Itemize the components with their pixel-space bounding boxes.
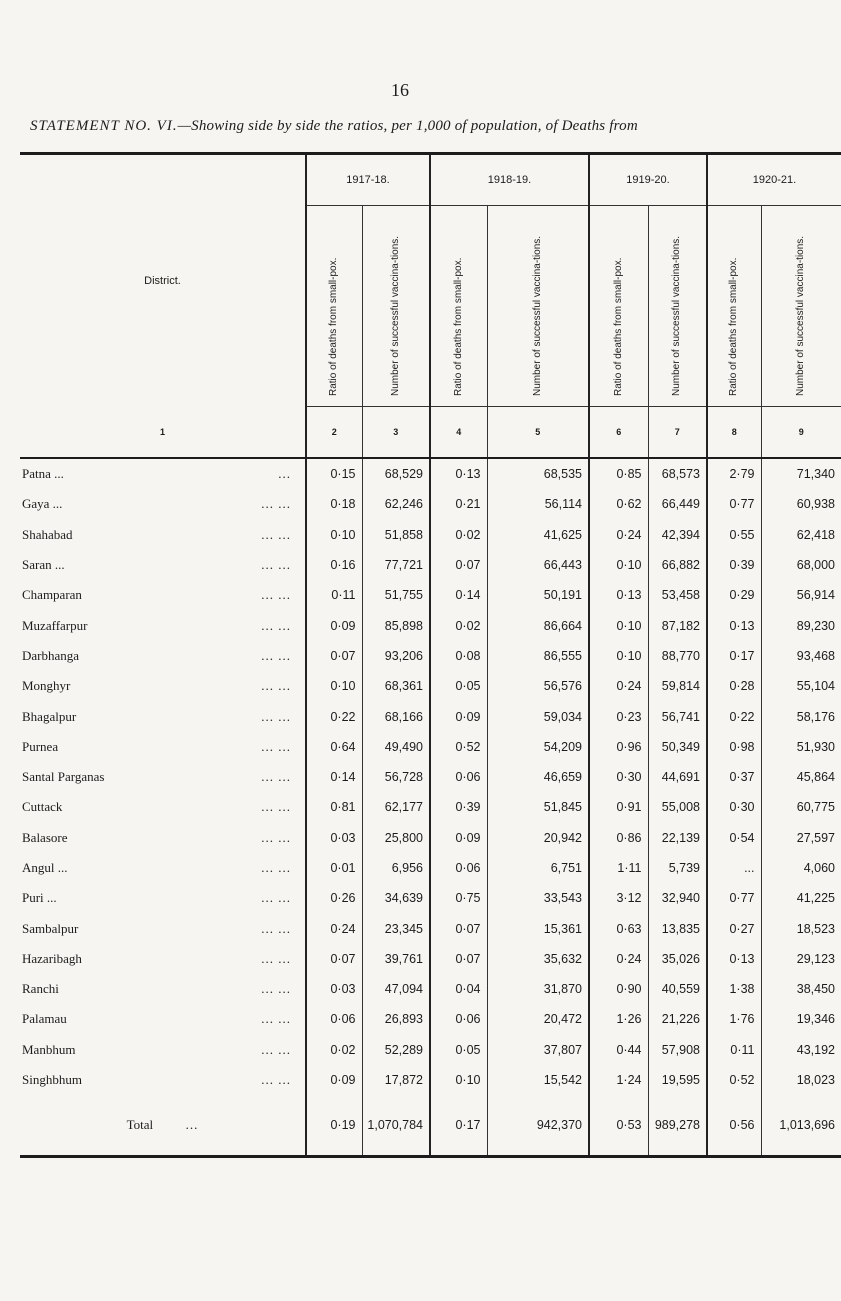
total-cell: 989,278 (648, 1095, 707, 1157)
district-name: Palamau (22, 1011, 67, 1027)
table-cell: 0·39 (430, 792, 487, 822)
table-cell: 1·11 (589, 853, 648, 883)
table-cell: 56,114 (487, 489, 589, 519)
table-cell: 0·09 (430, 701, 487, 731)
leader-dots: ... (278, 466, 291, 482)
district-name: Muzaffarpur (22, 617, 88, 633)
district-name: Sambalpur (22, 920, 79, 936)
table-cell: 20,472 (487, 1004, 589, 1034)
district-name: Angul ... (22, 860, 68, 875)
table-cell: 58,176 (761, 701, 841, 731)
table-cell: 0·30 (589, 762, 648, 792)
table-cell: 0·06 (306, 1004, 362, 1034)
total-cell: 0·19 (306, 1095, 362, 1157)
district-name: Santal Parganas (22, 769, 105, 785)
table-cell: 0·03 (306, 823, 362, 853)
district-name: Shahabad (22, 526, 73, 542)
table-cell: 0·13 (430, 458, 487, 489)
table-cell: 40,559 (648, 974, 707, 1004)
table-cell: 51,858 (362, 520, 430, 550)
table-cell: 0·06 (430, 853, 487, 883)
table-cell: 1·38 (707, 974, 761, 1004)
table-cell: 45,864 (761, 762, 841, 792)
table-cell: 66,443 (487, 550, 589, 580)
table-cell: 0·26 (306, 883, 362, 913)
year-header: 1917-18. (306, 155, 430, 206)
year-header: 1920-21. (707, 155, 841, 206)
district-header: District. (144, 274, 181, 287)
year-header-row (20, 155, 841, 206)
table-cell: 38,450 (761, 974, 841, 1004)
district-name: Bhagalpur (22, 708, 77, 724)
column-header: Ratio of deaths from small-pox. (328, 257, 340, 396)
table-cell: 0·09 (306, 1065, 362, 1095)
table-cell: 0·16 (306, 550, 362, 580)
table-cell: 0·03 (306, 974, 362, 1004)
table-cell: 0·02 (430, 520, 487, 550)
table-cell: 62,246 (362, 489, 430, 519)
table-row (20, 580, 841, 610)
table-cell: 52,289 (362, 1035, 430, 1065)
column-header: Number of successful vaccina-tions. (795, 235, 807, 396)
table-cell: 68,361 (362, 671, 430, 701)
table-cell: 0·10 (589, 550, 648, 580)
table-cell: ... (707, 853, 761, 883)
table-cell: 0·30 (707, 792, 761, 822)
table-cell: 18,023 (761, 1065, 841, 1095)
table-cell: 0·07 (306, 944, 362, 974)
column-number: 9 (761, 407, 841, 459)
table-row (20, 913, 841, 943)
district-name: Puri ... (22, 890, 57, 906)
table-cell: 0·04 (430, 974, 487, 1004)
table-cell: 1·26 (589, 1004, 648, 1034)
leader-dots: ... ... (261, 678, 291, 694)
table-cell: 0·17 (707, 641, 761, 671)
table-row (20, 550, 841, 580)
column-number: 3 (362, 407, 430, 459)
district-name: Purnea (22, 738, 59, 754)
table-cell: 0·11 (306, 580, 362, 610)
table-row (20, 671, 841, 701)
table-cell: 0·54 (707, 823, 761, 853)
leader-dots: ... ... (261, 890, 291, 906)
table-cell: 66,449 (648, 489, 707, 519)
column-number: 4 (430, 407, 487, 459)
table-cell: 42,394 (648, 520, 707, 550)
leader-dots: ... ... (261, 829, 291, 845)
table-cell: 53,458 (648, 580, 707, 610)
table-cell: 0·10 (306, 671, 362, 701)
leader-dots: ... ... (261, 1011, 291, 1027)
total-cell: 0·53 (589, 1095, 648, 1157)
table-cell: 77,721 (362, 550, 430, 580)
table-cell: 0·06 (430, 1004, 487, 1034)
table-cell: 6,751 (487, 853, 589, 883)
leader-dots: ... ... (261, 617, 291, 633)
table-cell: 0·90 (589, 974, 648, 1004)
table-cell: 0·05 (430, 1035, 487, 1065)
table-cell: 0·86 (589, 823, 648, 853)
leader-dots: ... ... (261, 981, 291, 997)
total-cell: 942,370 (487, 1095, 589, 1157)
leader-dots: ... ... (261, 950, 291, 966)
table-cell: 93,206 (362, 641, 430, 671)
table-cell: 93,468 (761, 641, 841, 671)
table-cell: 0·55 (707, 520, 761, 550)
table-row (20, 610, 841, 640)
page-number: 16 (391, 80, 409, 100)
table-cell: 0·24 (589, 520, 648, 550)
table-cell: 0·06 (430, 762, 487, 792)
table-cell: 0·14 (430, 580, 487, 610)
table-cell: 0·10 (430, 1065, 487, 1095)
table-cell: 17,872 (362, 1065, 430, 1095)
table-cell: 68,535 (487, 458, 589, 489)
table-row (20, 489, 841, 519)
district-name: Patna ... (22, 466, 64, 482)
table-cell: 18,523 (761, 913, 841, 943)
table-cell: 50,349 (648, 732, 707, 762)
total-cell: 1,070,784 (362, 1095, 430, 1157)
table-cell: 20,942 (487, 823, 589, 853)
table-cell: 0·07 (306, 641, 362, 671)
table-cell: 43,192 (761, 1035, 841, 1065)
leader-dots: ... ... (261, 860, 291, 875)
statement-number: STATEMENT NO. VI. (30, 118, 178, 134)
district-name: Ranchi (22, 981, 59, 997)
table-cell: 44,691 (648, 762, 707, 792)
table-cell: 35,632 (487, 944, 589, 974)
column-number-row (20, 407, 841, 459)
table-cell: 68,166 (362, 701, 430, 731)
table-cell: 59,034 (487, 701, 589, 731)
table-cell: 47,094 (362, 974, 430, 1004)
table-cell: 0·02 (306, 1035, 362, 1065)
table-cell: 33,543 (487, 883, 589, 913)
table-cell: 0·52 (707, 1065, 761, 1095)
table-cell: 26,893 (362, 1004, 430, 1034)
table-cell: 0·22 (306, 701, 362, 731)
table-cell: 68,573 (648, 458, 707, 489)
table-cell: 41,225 (761, 883, 841, 913)
leader-dots: ... ... (261, 799, 291, 815)
table-cell: 51,930 (761, 732, 841, 762)
table-cell: 55,008 (648, 792, 707, 822)
district-name: Champaran (22, 587, 82, 603)
table-cell: 0·02 (430, 610, 487, 640)
table-cell: 0·98 (707, 732, 761, 762)
table-cell: 0·09 (306, 610, 362, 640)
table-cell: 27,597 (761, 823, 841, 853)
table-cell: 85,898 (362, 610, 430, 640)
table-cell: 6,956 (362, 853, 430, 883)
table-cell: 25,800 (362, 823, 430, 853)
table-cell: 1·76 (707, 1004, 761, 1034)
table-cell: 0·63 (589, 913, 648, 943)
table-cell: 0·10 (589, 641, 648, 671)
table-cell: 35,026 (648, 944, 707, 974)
table-row (20, 883, 841, 913)
table-cell: 41,625 (487, 520, 589, 550)
column-number: 5 (487, 407, 589, 459)
table-cell: 4,060 (761, 853, 841, 883)
column-header: Ratio of deaths from small-pox. (728, 257, 740, 396)
statement-description: —Showing side by side the ratios, per 1,000 of population, of Deaths from (177, 118, 638, 134)
column-number: 8 (707, 407, 761, 459)
table-cell: 57,908 (648, 1035, 707, 1065)
table-cell: 15,542 (487, 1065, 589, 1095)
table-cell: 68,529 (362, 458, 430, 489)
column-header: Number of successful vaccina-tions. (671, 235, 683, 396)
table-cell: 0·91 (589, 792, 648, 822)
table-cell: 49,490 (362, 732, 430, 762)
table-cell: 0·13 (707, 610, 761, 640)
table-cell: 0·07 (430, 944, 487, 974)
table-row (20, 732, 841, 762)
leader-dots: ... ... (261, 526, 291, 542)
column-number: 2 (306, 407, 362, 459)
table-cell: 0·10 (589, 610, 648, 640)
table-cell: 0·81 (306, 792, 362, 822)
leader-dots: ... (185, 1117, 199, 1133)
district-name: Hazaribagh (22, 950, 82, 966)
column-header: Ratio of deaths from small-pox. (612, 257, 624, 396)
table-cell: 29,123 (761, 944, 841, 974)
district-name: Darbhanga (22, 647, 80, 663)
year-header: 1919-20. (589, 155, 707, 206)
table-cell: 86,555 (487, 641, 589, 671)
table-cell: 0·96 (589, 732, 648, 762)
table-cell: 22,139 (648, 823, 707, 853)
table-row (20, 792, 841, 822)
total-cell: 0·17 (430, 1095, 487, 1157)
table-cell: 0·22 (707, 701, 761, 731)
column-header: Number of successful vaccina-tions. (389, 235, 401, 396)
table-cell: 56,728 (362, 762, 430, 792)
statistics-table (20, 152, 841, 1158)
leader-dots: ... ... (261, 557, 291, 573)
table-cell: 0·37 (707, 762, 761, 792)
table-cell: 0·29 (707, 580, 761, 610)
table-cell: 0·11 (707, 1035, 761, 1065)
table-cell: 62,418 (761, 520, 841, 550)
table-cell: 15,361 (487, 913, 589, 943)
table-row (20, 1004, 841, 1034)
leader-dots: ... ... (261, 496, 291, 512)
district-name: Cuttack (22, 799, 63, 815)
table-cell: 34,639 (362, 883, 430, 913)
table-cell: 3·12 (589, 883, 648, 913)
table-cell: 0·28 (707, 671, 761, 701)
leader-dots: ... ... (261, 920, 291, 936)
table-cell: 86,664 (487, 610, 589, 640)
district-name: Gaya ... (22, 496, 63, 512)
statement-title (30, 118, 790, 135)
table-cell: 50,191 (487, 580, 589, 610)
table-cell: 5,739 (648, 853, 707, 883)
table-cell: 0·44 (589, 1035, 648, 1065)
table-cell: 2·79 (707, 458, 761, 489)
table-cell: 59,814 (648, 671, 707, 701)
column-number: 1 (20, 407, 306, 459)
table-cell: 0·01 (306, 853, 362, 883)
table-cell: 0·27 (707, 913, 761, 943)
table-cell: 71,340 (761, 458, 841, 489)
leader-dots: ... ... (261, 1041, 291, 1057)
table-cell: 0·62 (589, 489, 648, 519)
column-header: Number of successful vaccina-tions. (531, 235, 543, 396)
total-label: Total (126, 1117, 154, 1133)
table-cell: 0·13 (707, 944, 761, 974)
table-row (20, 458, 841, 489)
table-cell: 0·21 (430, 489, 487, 519)
table-cell: 62,177 (362, 792, 430, 822)
table-cell: 56,914 (761, 580, 841, 610)
table-row (20, 823, 841, 853)
table-row (20, 853, 841, 883)
table-row (20, 762, 841, 792)
table-cell: 19,346 (761, 1004, 841, 1034)
table-cell: 51,755 (362, 580, 430, 610)
table-cell: 46,659 (487, 762, 589, 792)
leader-dots: ... ... (261, 769, 291, 785)
table-cell: 0·23 (589, 701, 648, 731)
table-cell: 0·18 (306, 489, 362, 519)
table-row (20, 944, 841, 974)
table-row (20, 641, 841, 671)
table-cell: 56,576 (487, 671, 589, 701)
leader-dots: ... ... (261, 1072, 291, 1088)
table-cell: 66,882 (648, 550, 707, 580)
table-cell: 23,345 (362, 913, 430, 943)
table-cell: 0·05 (430, 671, 487, 701)
table-cell: 0·09 (430, 823, 487, 853)
table-cell: 88,770 (648, 641, 707, 671)
table-cell: 0·85 (589, 458, 648, 489)
table-cell: 13,835 (648, 913, 707, 943)
table-cell: 0·07 (430, 913, 487, 943)
district-name: Monghyr (22, 678, 71, 694)
table-cell: 0·24 (589, 944, 648, 974)
table-cell: 60,775 (761, 792, 841, 822)
district-name: Saran ... (22, 557, 65, 573)
table-cell: 68,000 (761, 550, 841, 580)
table-cell: 55,104 (761, 671, 841, 701)
table-cell: 0·24 (306, 913, 362, 943)
table-cell: 0·08 (430, 641, 487, 671)
total-row (20, 1095, 841, 1157)
table-cell: 56,741 (648, 701, 707, 731)
leader-dots: ... ... (261, 708, 291, 724)
total-cell: 0·56 (707, 1095, 761, 1157)
table-cell: 32,940 (648, 883, 707, 913)
table-cell: 0·52 (430, 732, 487, 762)
table-cell: 0·39 (707, 550, 761, 580)
table-row (20, 974, 841, 1004)
table-cell: 87,182 (648, 610, 707, 640)
district-name: Manbhum (22, 1041, 76, 1057)
leader-dots: ... ... (261, 647, 291, 663)
table-cell: 51,845 (487, 792, 589, 822)
table-row (20, 1065, 841, 1095)
leader-dots: ... ... (261, 738, 291, 754)
column-number: 6 (589, 407, 648, 459)
table-row (20, 520, 841, 550)
table-cell: 89,230 (761, 610, 841, 640)
table-cell: 0·14 (306, 762, 362, 792)
table-cell: 0·75 (430, 883, 487, 913)
table-row (20, 1035, 841, 1065)
table-cell: 39,761 (362, 944, 430, 974)
table-cell: 0·24 (589, 671, 648, 701)
total-cell: 1,013,696 (761, 1095, 841, 1157)
year-header: 1918-19. (430, 155, 589, 206)
table-cell: 31,870 (487, 974, 589, 1004)
table-cell: 0·77 (707, 489, 761, 519)
district-name: Balasore (22, 829, 68, 845)
table-cell: 0·13 (589, 580, 648, 610)
table-cell: 37,807 (487, 1035, 589, 1065)
table-cell: 0·77 (707, 883, 761, 913)
column-number: 7 (648, 407, 707, 459)
table-cell: 0·07 (430, 550, 487, 580)
table-cell: 54,209 (487, 732, 589, 762)
district-name: Singhbhum (22, 1072, 82, 1088)
table-cell: 60,938 (761, 489, 841, 519)
table-cell: 19,595 (648, 1065, 707, 1095)
table-cell: 0·15 (306, 458, 362, 489)
table-cell: 1·24 (589, 1065, 648, 1095)
table-row (20, 701, 841, 731)
column-header: Ratio of deaths from small-pox. (452, 257, 464, 396)
leader-dots: ... ... (261, 587, 291, 603)
table-cell: 0·10 (306, 520, 362, 550)
table-cell: 21,226 (648, 1004, 707, 1034)
table-cell: 0·64 (306, 732, 362, 762)
